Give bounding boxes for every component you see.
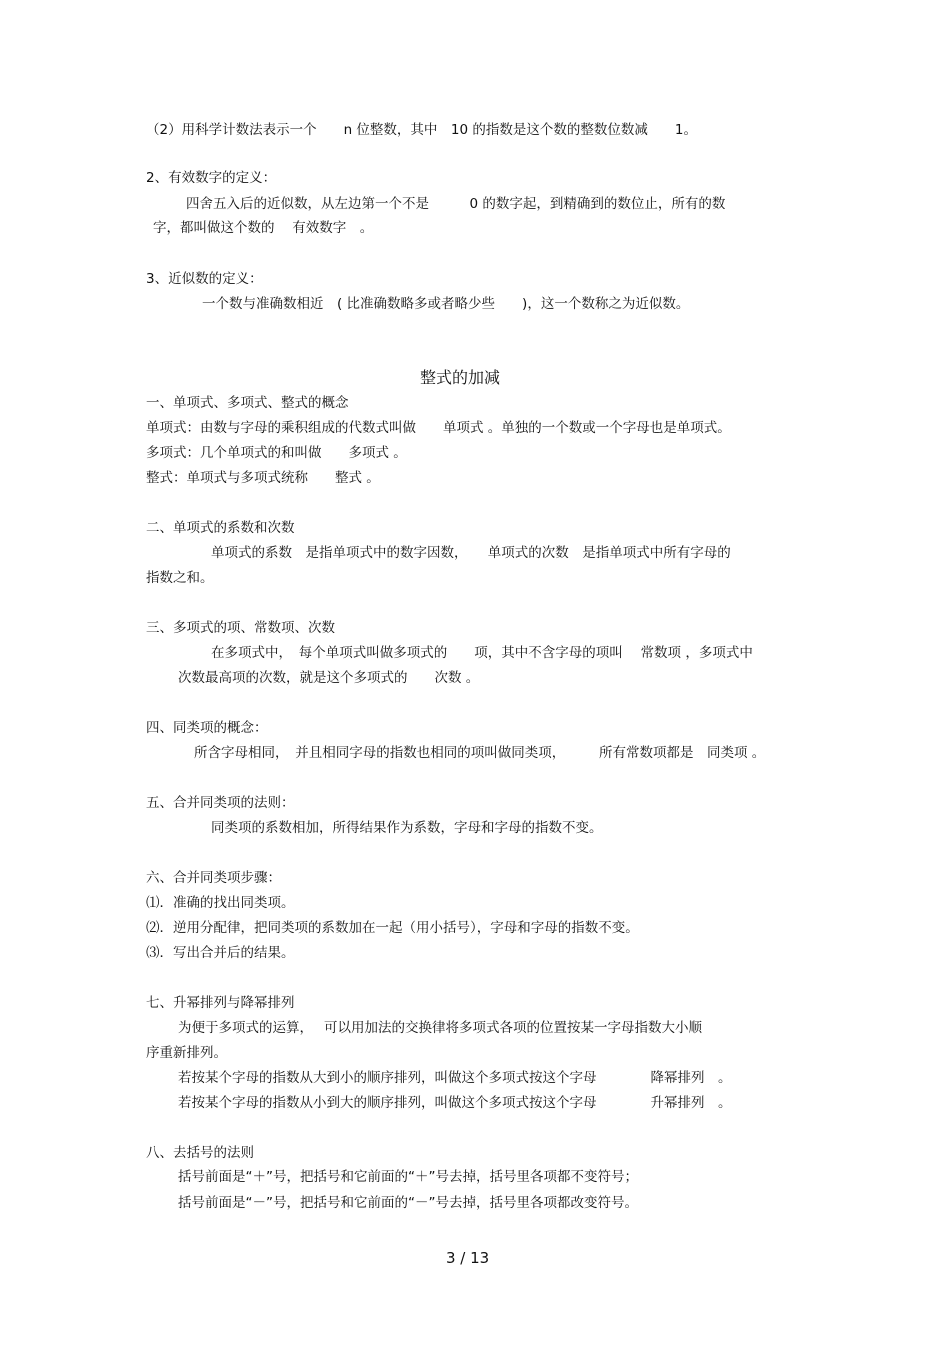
paragraph-line: 指数之和。 <box>146 570 214 586</box>
heading-combine-steps: 六、合并同类项步骤： <box>146 870 281 886</box>
heading-significant-figures: 2、有效数字的定义： <box>146 170 277 186</box>
paragraph-line: 在多项式中， 每个单项式叫做多项式的 项，其中不含字母的项叫 常数项 ，多项式中 <box>211 645 753 661</box>
paragraph-line: 括号前面是“＋”号，把括号和它前面的“＋”号去掉，括号里各项都不变符号； <box>178 1169 638 1185</box>
paragraph-line: 四舍五入后的近似数，从左边第一个不是 0 的数字起，到精确到的数位止，所有的数 <box>186 196 726 212</box>
heading-bracket-rule: 八、去括号的法则 <box>146 1145 254 1161</box>
page-number: 3 / 13 <box>446 1249 490 1267</box>
paragraph-line: 若按某个字母的指数从大到小的顺序排列，叫做这个多项式按这个字母 降幂排列 。 <box>178 1070 732 1086</box>
paragraph-line: 所含字母相同， 并且相同字母的指数也相同的项叫做同类项， 所有常数项都是 同类项 。 <box>194 745 766 761</box>
heading-coefficient-degree: 二、单项式的系数和次数 <box>146 520 295 536</box>
paragraph-line: 为便于多项式的运算， 可以用加法的交换律将多项式各项的位置按某一字母指数大小顺 <box>178 1020 703 1036</box>
section-title: 整式的加减 <box>420 368 501 387</box>
list-item: ⑶．写出合并后的结果。 <box>146 945 295 961</box>
paragraph-line: 一个数与准确数相近 ( 比准确数略多或者略少些 )，这一个数称之为近似数。 <box>202 296 690 312</box>
heading-like-terms: 四、同类项的概念： <box>146 720 268 736</box>
paragraph-line: 同类项的系数相加，所得结果作为系数，字母和字母的指数不变。 <box>211 820 603 836</box>
paragraph-line: 序重新排列。 <box>146 1045 227 1061</box>
list-item: ⑵．逆用分配律，把同类项的系数加在一起（用小括号），字母和字母的指数不变。 <box>146 920 639 936</box>
paragraph-line: 括号前面是“－”号，把括号和它前面的“－”号去掉，括号里各项都改变符号。 <box>178 1195 638 1211</box>
heading-ordering: 七、升幂排列与降幂排列 <box>146 995 295 1011</box>
heading-approximate-number: 3、近似数的定义： <box>146 271 263 287</box>
list-item: ⑴．准确的找出同类项。 <box>146 895 295 911</box>
paragraph-line: 字，都叫做这个数的 有效数字 。 <box>153 220 374 236</box>
heading-concepts: 一、单项式、多项式、整式的概念 <box>146 395 349 411</box>
paragraph-line: 单项式的系数 是指单项式中的数字因数， 单项式的次数 是指单项式中所有字母的 <box>211 545 731 561</box>
heading-combine-rule: 五、合并同类项的法则： <box>146 795 295 811</box>
paragraph-line: 次数最高项的次数，就是这个多项式的 次数 。 <box>178 670 480 686</box>
definition-integral-expression: 整式：单项式与多项式统称 整式 。 <box>146 470 380 486</box>
sci-notation-note: （2）用科学计数法表示一个 n 位整数，其中 10 的指数是这个数的整数位数减 1。 <box>146 122 697 138</box>
definition-polynomial: 多项式：几个单项式的和叫做 多项式 。 <box>146 445 407 461</box>
paragraph-line: 若按某个字母的指数从小到大的顺序排列，叫做这个多项式按这个字母 升幂排列 。 <box>178 1095 732 1111</box>
heading-polynomial-terms: 三、多项式的项、常数项、次数 <box>146 620 335 636</box>
definition-monomial: 单项式：由数与字母的乘积组成的代数式叫做 单项式 。单独的一个数或一个字母也是单项式。 <box>146 420 731 436</box>
